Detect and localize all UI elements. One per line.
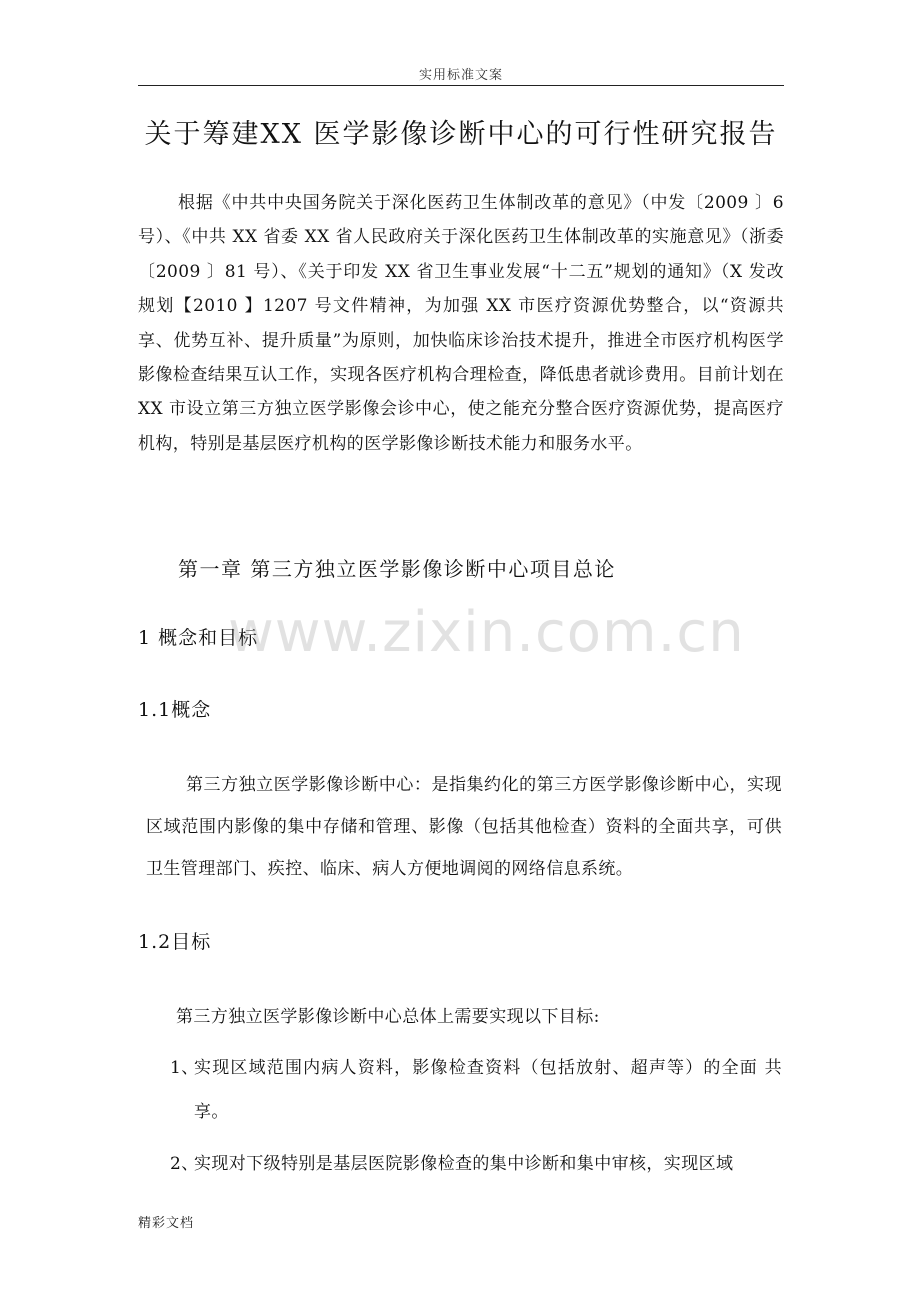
goal-list-text: 实现对下级特别是基层医院影像检查的集中诊断和集中审核，实现区域 [194, 1154, 734, 1174]
chapter-heading: 第一章 第三方独立医学影像诊断中心项目总论 [178, 557, 616, 581]
page-header: 实用标准文案 [418, 68, 503, 83]
goal-list-item [170, 1142, 782, 1186]
header-divider [138, 85, 784, 86]
section-heading-1-2: 1.2目标 [138, 931, 212, 953]
concept-paragraph: 第三方独立医学影像诊断中心：是指集约化的第三方医学影像诊断中心，实现区域范围内影像的集中存储和管理、影像（包括其他检查）资料的全面共享，可供卫生管理部门、疾控、临床、病人方便地调阅的网络信息系统。 [146, 775, 782, 879]
intro-paragraph: 根据《中共中央国务院关于深化医药卫生体制改革的意见》（中发〔2009 〕6 号）、《中共 XX 省委 XX 省人民政府关于深化医药卫生体制改革的实施意见》（浙委〔2009 〕81 号）、《关于印发 XX 省卫生事业发展“十二五”规划的通知》（X 发改规划【2010 】1207 号文件精神，为加强 XX 市医疗资源优势整合，以“资源共享、优势互补、提升质量”为原则，加快临床诊治技术提升，推进全市医疗机构医学影像检查结果互认工作，实现各医疗机构合理检查，降低患者就诊费用。目前计划在 XX 市设立第三方独立医学影像会诊中心，使之能充分整合医疗资源优势，提高医疗机构，特别是基层医疗机构的医学影像诊断技术能力和服务水平。 [138, 193, 784, 454]
section-heading-1: 1 概念和目标 [138, 627, 259, 649]
goal-list-number: 2、 [170, 1154, 199, 1174]
page-footer: 精彩文档 [138, 1216, 195, 1231]
section-heading-1-1: 1.1概念 [138, 699, 212, 721]
document-title: 关于筹建XX 医学影像诊断中心的可行性研究报告 [144, 119, 778, 150]
goal-list-text: 实现区域范围内病人资料，影像检查资料（包括放射、超声等）的全面 共享。 [194, 1058, 782, 1122]
goal-list-number: 1、 [170, 1058, 199, 1078]
goal-intro-paragraph: 第三方独立医学影像诊断中心总体上需要实现以下目标: [176, 1007, 600, 1027]
goal-list-item [170, 1046, 782, 1134]
watermark: www.zixin.com.cn [228, 600, 745, 665]
